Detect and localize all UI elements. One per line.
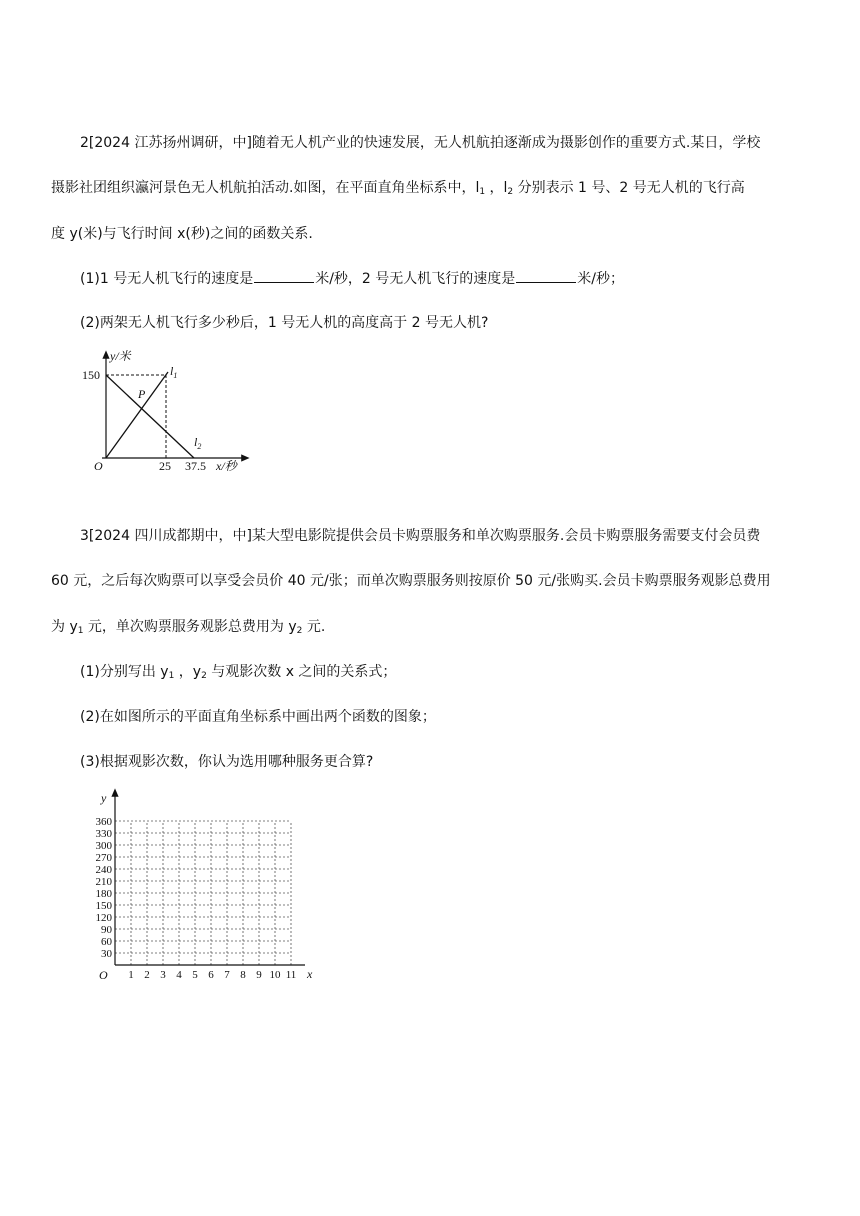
grid-y-tick-label: 270 [95, 852, 112, 864]
grid-x-tick-label: 4 [176, 969, 182, 981]
grid-y-tick-label: 240 [95, 864, 112, 876]
graph-l1: $l_1$ [170, 364, 178, 380]
graph-P: P [138, 387, 146, 401]
p3-q1 [80, 662, 396, 686]
graph-xlabel: x/秒 [216, 459, 237, 473]
grid-x-tick-label: 9 [256, 969, 262, 981]
graph-y150: 150 [82, 368, 100, 382]
p3-q1-sub2: 2 [201, 671, 207, 681]
grid-x-tick-label: 3 [160, 969, 166, 981]
grid-y-tick-label: 90 [101, 924, 112, 936]
grid-x-tick-label: 1 [128, 969, 134, 981]
cost-grid [80, 788, 320, 983]
p3-line3-sub1: 1 [77, 626, 84, 636]
p3-line3-b: 元，单次购票服务观影总费用为 y [83, 619, 297, 635]
grid-x-tick-label: 2 [144, 969, 150, 981]
p2-line2-mid: ，l [485, 180, 508, 196]
graph-l2: $l_2$ [194, 435, 202, 451]
p2-line2-pre: 摄影社团组织瀛河景色无人机航拍活动.如图，在平面直角坐标系中，l [51, 180, 480, 196]
grid-y-tick-label: 360 [95, 816, 112, 828]
p3-q1-c: 与观影次数 x 之间的关系式； [206, 664, 397, 680]
grid-x-tick-label: 10 [269, 969, 281, 981]
grid-x-ticks [128, 969, 296, 981]
grid-lines [115, 821, 291, 965]
grid-origin: O [99, 968, 108, 982]
grid-y-tick-label: 180 [95, 888, 112, 900]
p2-q1 [80, 268, 624, 289]
grid-x-tick-label: 8 [240, 969, 246, 981]
p2-line3: 度 y(米)与飞行时间 x(秒)之间的函数关系. [51, 226, 313, 242]
graph-origin: O [94, 459, 103, 473]
grid-y-tick-label: 330 [95, 828, 112, 840]
p2-line1: 2[2024 江苏扬州调研，中]随着无人机产业的快速发展，无人机航拍逐渐成为摄影创作的重要方式.某日，学校 [80, 135, 761, 151]
grid-x-tick-label: 6 [208, 969, 214, 981]
grid-x-tick-label: 7 [224, 969, 230, 981]
answer-blank-2[interactable] [516, 268, 576, 283]
p2-q1-a: (1)1 号无人机飞行的速度是 [80, 271, 254, 287]
grid-y-ticks [96, 816, 113, 960]
graph-x375: 37.5 [185, 459, 206, 473]
grid-x-tick-label: 11 [285, 969, 297, 981]
p3-line2: 60 元，之后每次购票可以享受会员价 40 元/张；而单次购票服务则按原价 50 元/张购买.会员卡购票服务观影总费用 [51, 573, 771, 589]
grid-y-tick-label: 210 [95, 876, 112, 888]
p3-q1-sub1: 1 [168, 671, 175, 681]
flight-height-graph [80, 348, 280, 478]
grid-y-tick-label: 120 [95, 912, 112, 924]
p2-sub1: 1 [479, 187, 486, 197]
p2-sub2: 2 [507, 187, 514, 197]
grid-y-tick-label: 60 [101, 936, 112, 948]
p2-q1-c: 米/秒； [577, 271, 624, 287]
grid-ylabel: y [101, 791, 107, 805]
p3-line3-a: 为 y [51, 619, 78, 635]
p2-line2 [51, 178, 745, 202]
grid-y-tick-label: 300 [95, 840, 112, 852]
answer-blank-1[interactable] [254, 268, 314, 283]
grid-y-tick-label: 150 [95, 900, 112, 912]
p3-q2: (2)在如图所示的平面直角坐标系中画出两个函数的图象； [80, 709, 436, 725]
graph-x25: 25 [159, 459, 171, 473]
p3-q3: (3)根据观影次数，你认为选用哪种服务更合算? [80, 754, 374, 770]
p3-q1-b: ，y [174, 664, 202, 680]
p3-line3 [51, 617, 325, 641]
grid-y-tick-label: 30 [101, 948, 112, 960]
p2-q2: (2)两架无人机飞行多少秒后，1 号无人机的高度高于 2 号无人机? [80, 315, 489, 331]
line-l1 [106, 372, 168, 458]
p3-q1-a: (1)分别写出 y [80, 664, 169, 680]
p3-line3-sub2: 2 [296, 626, 303, 636]
grid-xlabel: x [307, 967, 313, 981]
p2-q1-b: 米/秒，2 号无人机飞行的速度是 [315, 271, 516, 287]
line-l2 [106, 375, 194, 458]
p2-line2-post: 分别表示 1 号、2 号无人机的飞行高 [513, 180, 745, 196]
grid-x-tick-label: 5 [192, 969, 198, 981]
p3-line1: 3[2024 四川成都期中，中]某大型电影院提供会员卡购票服务和单次购票服务.会员卡购票服务需要支付会员费 [80, 528, 761, 544]
p3-line3-c: 元. [302, 619, 326, 635]
graph-ylabel: y/米 [110, 349, 131, 363]
